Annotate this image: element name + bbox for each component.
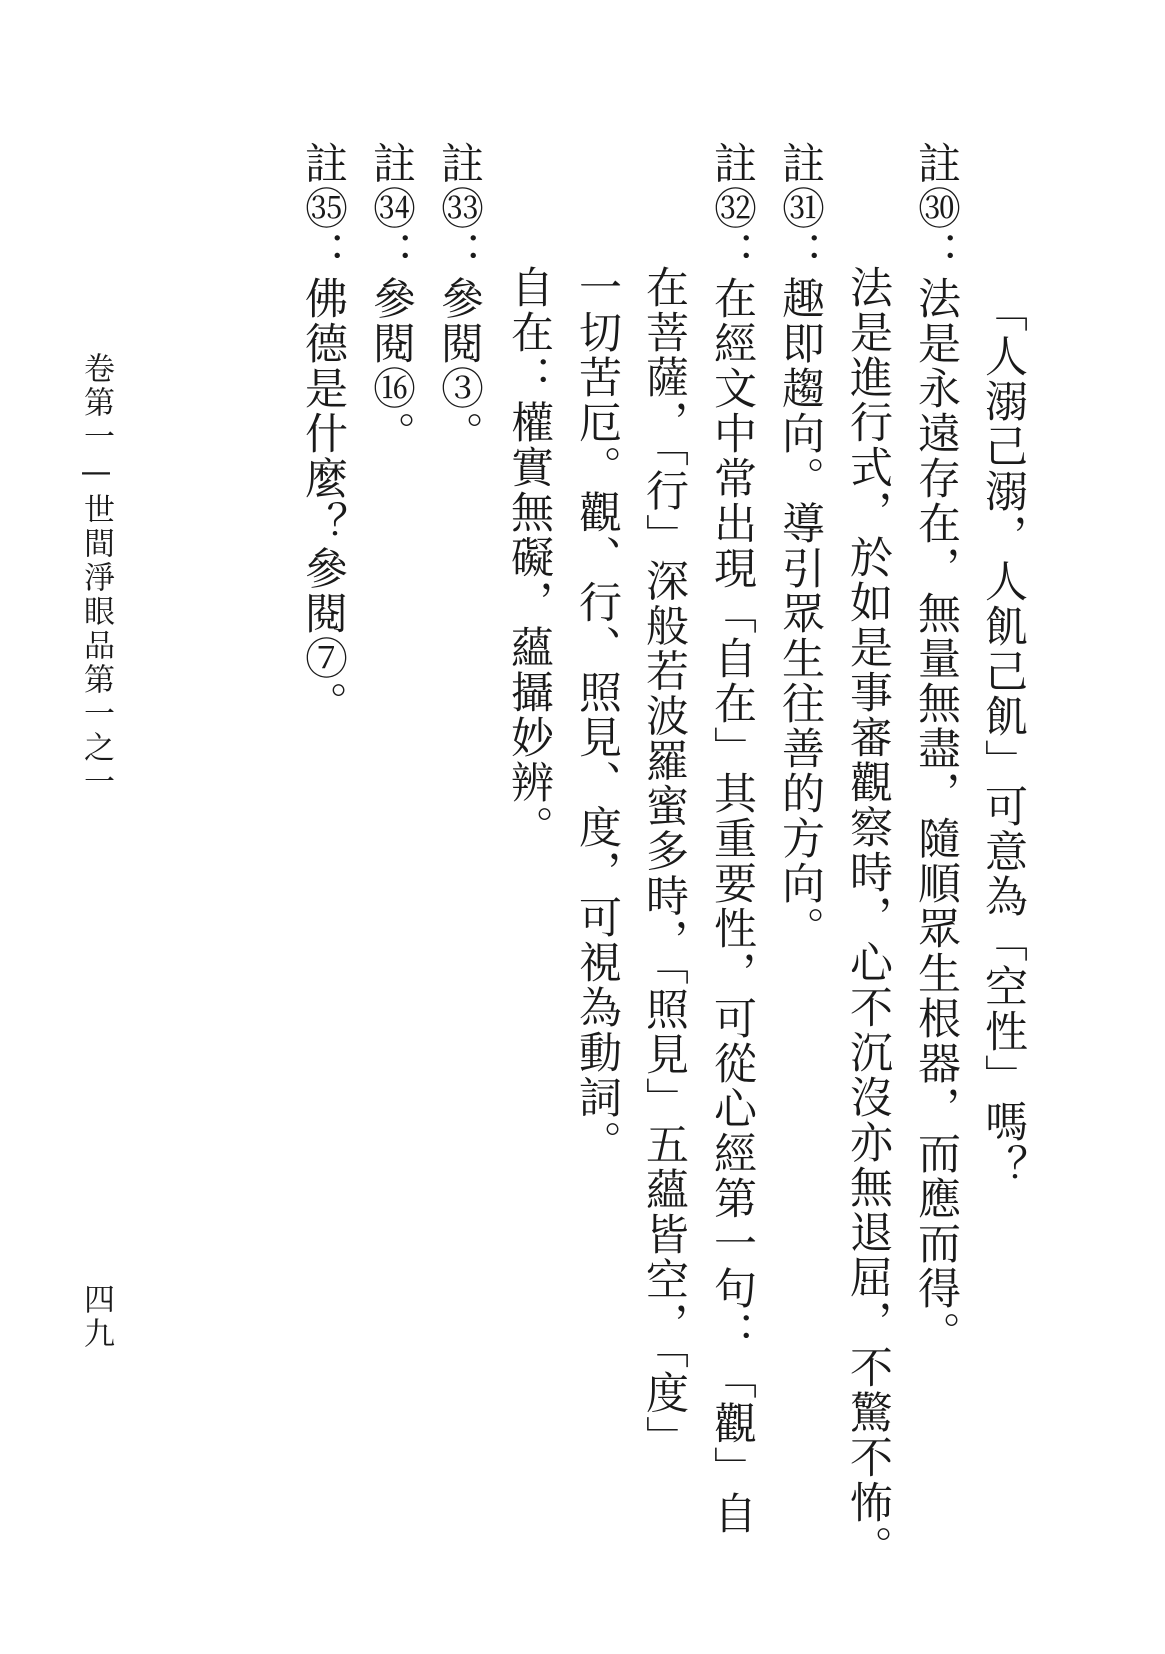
footnote-32: 註㉜：在經文中常出現「自在」其重要性，可從心經第一句：「觀」自 — [707, 141, 757, 1536]
footnote-33: 註㉝：參閱③。 — [434, 141, 484, 456]
footnote-31: 註㉛：趣即趨向。導引眾生往善的方向。 — [775, 141, 825, 951]
footnote-32-definition: 自在：權實無礙，蘊攝妙辨。 — [504, 265, 554, 850]
footnote-34: 註㉞：參閱⑯。 — [366, 141, 416, 456]
page-number: 四九 — [78, 1283, 114, 1351]
footnote-32-continued-2: 一切苦厄。觀、行、照見、度，可視為動詞。 — [572, 265, 622, 1165]
footnote-35: 註㉟：佛德是什麼？參閱⑦。 — [298, 141, 348, 726]
footnote-30: 註㉚：法是永遠存在，無量無盡，隨順眾生根器，而應而得。 — [911, 141, 961, 1356]
text-column-1: 「人溺己溺，人飢己飢」可意為「空性」嗎？ — [978, 289, 1028, 1189]
running-footer-chapter: 卷第一—世間淨眼品第一之一 — [78, 352, 114, 799]
footnote-32-continued-1: 在菩薩，「行」深般若波羅蜜多時，「照見」五蘊皆空，「度」 — [639, 265, 689, 1461]
footnote-30-continued: 法是進行式，於如是事審觀察時，心不沉沒亦無退屈，不驚不怖。 — [843, 265, 893, 1570]
